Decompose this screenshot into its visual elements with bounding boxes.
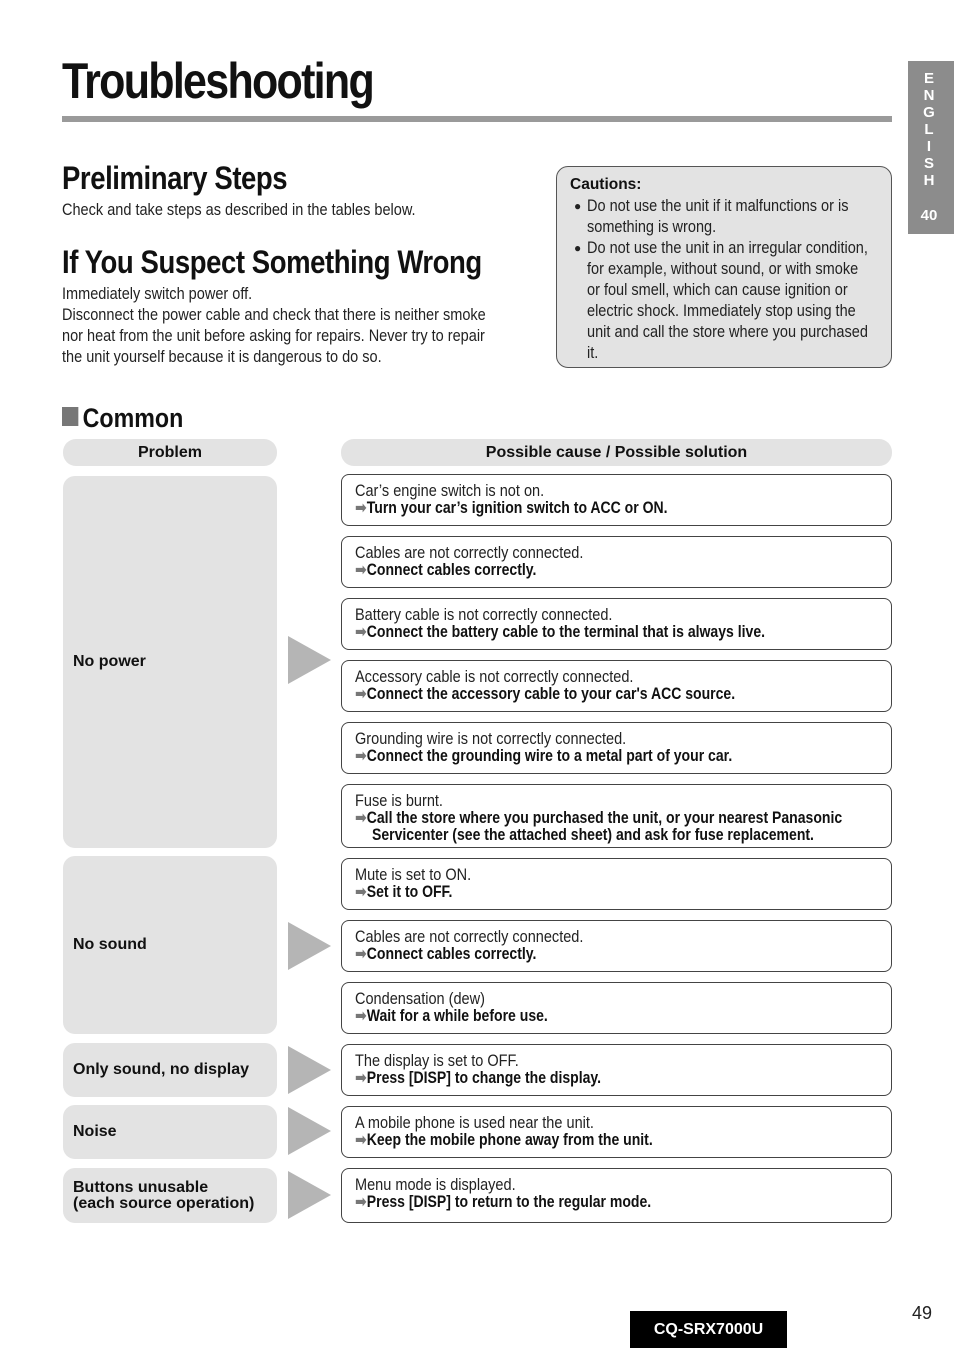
caution-line: something is wrong. <box>587 218 717 236</box>
right-arrow-icon: ➡ <box>355 1131 367 1149</box>
right-arrow-icon: ➡ <box>355 945 367 963</box>
solution-line: Connect the grounding wire to a metal part of your car. <box>366 747 733 765</box>
triangle-arrow-icon <box>288 636 331 684</box>
solution-text <box>355 809 843 827</box>
suspect-line: nor heat from the unit before asking for repairs. Never try to repair <box>62 327 485 345</box>
solution-cell <box>341 1168 892 1223</box>
cause-text: Battery cable is not correctly connected. <box>355 606 613 624</box>
caution-line: unit and call the store where you purchased <box>587 323 868 341</box>
right-arrow-icon: ➡ <box>355 809 367 827</box>
triangle-arrow-icon <box>288 922 331 970</box>
right-arrow-icon: ➡ <box>355 883 367 901</box>
problem-cell <box>63 1043 277 1097</box>
problem-label <box>73 1180 254 1212</box>
solution-cell <box>341 1044 892 1096</box>
solution-text <box>355 946 811 963</box>
language-tab-number: 40 <box>920 207 938 224</box>
right-arrow-icon: ➡ <box>355 1069 367 1087</box>
problem-cell <box>63 476 277 848</box>
caution-line: electric shock. Immediately stop using the <box>587 302 856 320</box>
solution-cell <box>341 660 892 712</box>
solution-cell <box>341 982 892 1034</box>
cause-text: Fuse is burnt. <box>355 792 443 810</box>
common-heading <box>62 403 183 434</box>
language-tab-letter: I <box>926 138 932 155</box>
solution-cell <box>341 722 892 774</box>
common-heading-label: Common <box>82 403 184 433</box>
suspect-line: Disconnect the power cable and check that there is neither smoke <box>62 306 486 324</box>
solution-line: Servicenter (see the attached sheet) and ask for fuse replacement. <box>372 826 814 844</box>
cause-text: A mobile phone is used near the unit. <box>355 1114 594 1132</box>
cause-text: The display is set to OFF. <box>355 1052 519 1070</box>
column-header-problem: Problem <box>63 439 277 466</box>
suspect-heading: If You Suspect Something Wrong <box>62 244 482 280</box>
solution-line: Connect cables correctly. <box>366 945 537 963</box>
solution-line: Set it to OFF. <box>366 883 453 901</box>
suspect-line: Immediately switch power off. <box>62 285 253 303</box>
caution-item <box>570 238 881 364</box>
solution-text <box>355 500 811 517</box>
solution-line: Keep the mobile phone away from the unit. <box>366 1131 653 1149</box>
model-badge: CQ-SRX7000U <box>630 1311 787 1348</box>
triangle-arrow-icon <box>288 1046 331 1094</box>
solution-line: Connect cables correctly. <box>366 561 537 579</box>
language-tab-letter: G <box>923 104 935 121</box>
language-tab-letter: S <box>923 155 934 172</box>
solution-cell <box>341 536 892 588</box>
right-arrow-icon: ➡ <box>355 685 367 703</box>
problem-cell <box>63 1168 277 1223</box>
problem-label: Noise <box>73 1123 117 1140</box>
bullet-icon: ● <box>574 241 582 255</box>
right-arrow-icon: ➡ <box>355 1007 367 1025</box>
right-arrow-icon: ➡ <box>355 747 367 765</box>
solution-text <box>355 624 811 641</box>
page-number: 49 <box>912 1303 933 1323</box>
caution-line: Do not use the unit in an irregular condition, <box>587 239 868 257</box>
solution-text <box>355 1070 811 1087</box>
language-tab <box>908 61 954 234</box>
language-tab-letter: E <box>923 70 934 87</box>
solution-text <box>355 1194 811 1211</box>
solution-line: Wait for a while before use. <box>366 1007 548 1025</box>
solution-line: Press [DISP] to return to the regular mode. <box>366 1193 652 1211</box>
cause-text: Menu mode is displayed. <box>355 1176 516 1194</box>
caution-line: or foul smell, which can cause ignition or <box>587 281 848 299</box>
caution-line: it. <box>587 344 599 362</box>
cause-text: Car’s engine switch is not on. <box>355 482 545 500</box>
problem-label-line: Buttons unusable <box>73 1178 209 1196</box>
problem-label-line: (each source operation) <box>73 1194 255 1212</box>
bullet-icon: ● <box>574 199 582 213</box>
suspect-text <box>62 284 486 368</box>
square-icon <box>62 407 78 426</box>
right-arrow-icon: ➡ <box>355 561 367 579</box>
problem-label: No power <box>73 653 146 670</box>
problem-label: No sound <box>73 936 147 953</box>
solution-line: Call the store where you purchased the unit, or your nearest Panasonic <box>366 809 843 827</box>
preliminary-heading: Preliminary Steps <box>62 160 288 196</box>
triangle-arrow-icon <box>288 1107 331 1155</box>
solution-cell <box>341 920 892 972</box>
title-rule <box>62 116 892 122</box>
preliminary-text: Check and take steps as described in the tables below. <box>62 201 416 219</box>
solution-text <box>355 686 811 703</box>
right-arrow-icon: ➡ <box>355 1193 367 1211</box>
cause-text: Grounding wire is not correctly connected. <box>355 730 627 748</box>
problem-cell <box>63 1105 277 1159</box>
solution-cell <box>341 474 892 526</box>
problem-label: Only sound, no display <box>73 1061 250 1078</box>
solution-cell <box>341 598 892 650</box>
right-arrow-icon: ➡ <box>355 623 367 641</box>
solution-line: Press [DISP] to change the display. <box>366 1069 602 1087</box>
solution-line: Turn your car’s ignition switch to ACC or ON. <box>366 499 668 517</box>
language-tab-letter: L <box>924 121 934 138</box>
problem-cell <box>63 856 277 1034</box>
language-tab-letters <box>908 61 950 189</box>
solution-text <box>355 1008 811 1025</box>
language-tab-letter: H <box>923 172 935 189</box>
page-title: Troubleshooting <box>62 53 374 109</box>
solution-text <box>355 884 811 901</box>
solution-cell <box>341 1106 892 1158</box>
solution-text <box>355 562 811 579</box>
solution-cell <box>341 784 892 848</box>
solution-line: Connect the battery cable to the terminal that is always live. <box>366 623 766 641</box>
cause-text: Cables are not correctly connected. <box>355 928 584 946</box>
cause-text: Accessory cable is not correctly connected. <box>355 668 634 686</box>
triangle-arrow-icon <box>288 1171 331 1219</box>
suspect-line: the unit yourself because it is dangerous to do so. <box>62 348 382 366</box>
solution-cell <box>341 858 892 910</box>
cautions-box <box>556 166 892 368</box>
solution-text <box>355 1132 811 1149</box>
cause-text: Cables are not correctly connected. <box>355 544 584 562</box>
caution-item <box>570 196 881 238</box>
right-arrow-icon: ➡ <box>355 499 367 517</box>
solution-text <box>355 748 811 765</box>
language-tab-letter: N <box>923 87 935 104</box>
caution-line: Do not use the unit if it malfunctions or is <box>587 197 849 215</box>
solution-line: Connect the accessory cable to your car's ACC source. <box>366 685 736 703</box>
cause-text: Condensation (dew) <box>355 990 485 1008</box>
cause-text: Mute is set to ON. <box>355 866 472 884</box>
column-header-solution: Possible cause / Possible solution <box>341 439 892 466</box>
cautions-title: Cautions: <box>570 176 642 193</box>
caution-line: for example, without sound, or with smoke <box>587 260 859 278</box>
